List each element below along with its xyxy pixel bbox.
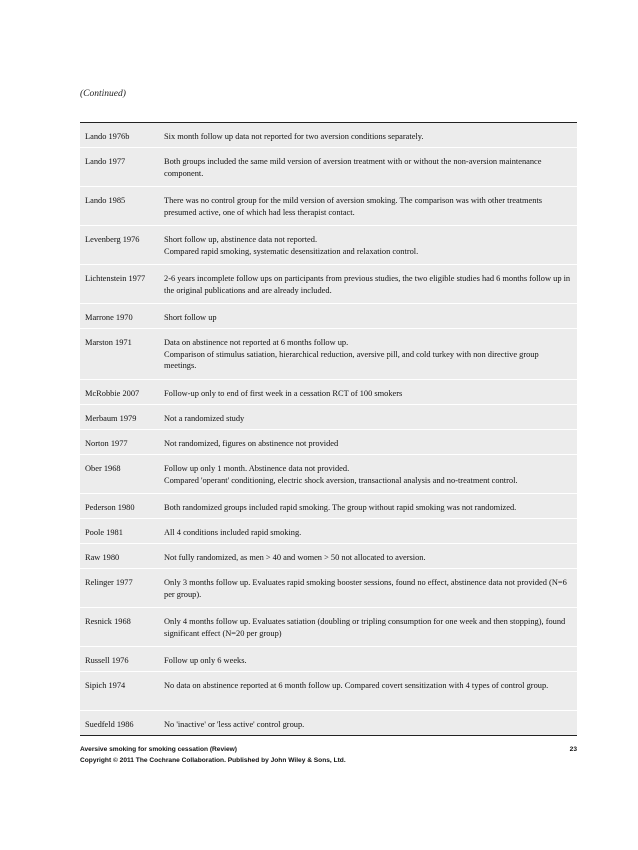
table-row [80,405,577,430]
study-id-cell: Lando 1977 [85,157,126,166]
exclusion-reason-cell [164,187,577,218]
table-row [80,329,577,380]
reason-line: Comparison of stimulus satiation, hierarchical reduction, aversive pill, and cold turkey with non directive group meetings. [164,349,539,370]
reason-line: Only 3 months follow up. Evaluates rapid smoking booster sessions, found no effect, abstinence data not provided (N=6 per group). [164,578,567,599]
page-number: 23 [569,746,577,753]
reason-line: Six month follow up data not reported for two aversion conditions separately. [164,132,424,141]
study-id-cell: Levenberg 1976 [85,235,140,244]
exclusion-reason-cell [164,430,577,450]
table-row [80,123,577,148]
reason-line: 2-6 years incomplete follow ups on participants from previous studies, the two eligible studies had 6 months follow up in the original publications and are already included. [164,274,571,295]
reason-line: Only 4 months follow up. Evaluates satiation (doubling or tripling consumption for one week and then stopping), found significant effect (N=20 per group) [164,617,566,638]
table-row [80,711,577,736]
exclusion-reason-cell [164,569,577,600]
table-row [80,569,577,608]
exclusion-reason-cell [164,494,577,514]
study-id-cell: Merbaum 1979 [85,414,137,423]
exclusion-reason-cell [164,608,577,639]
study-id-cell: McRobbie 2007 [85,389,140,398]
table-row [80,455,577,494]
table-row [80,226,577,265]
exclusion-reason-cell [164,405,577,425]
table-row [80,187,577,226]
reason-line: Both randomized groups included rapid smoking. The group without rapid smoking was not randomized. [164,503,517,512]
study-id-cell: Marston 1971 [85,338,132,347]
table-row [80,494,577,519]
study-id-cell: Russell 1976 [85,656,129,665]
reason-line: Follow up only 6 weeks. [164,656,247,665]
exclusion-reason-cell [164,226,577,257]
exclusion-reason-cell [164,711,577,731]
reason-line: Short follow up, abstinence data not reported. [164,235,318,244]
reason-line: No data on abstinence reported at 6 month follow up. Compared covert sensitization with 4 types of control group. [164,681,549,690]
table-row [80,608,577,647]
study-id-cell: Lando 1985 [85,196,126,205]
excluded-studies-table [80,122,577,736]
exclusion-reason-cell [164,672,577,692]
reason-line: Compared rapid smoking, systematic desensitization and relaxation control. [164,246,419,256]
study-id-cell: Marrone 1970 [85,313,133,322]
study-id-cell: Raw 1980 [85,553,120,562]
reason-line: Follow-up only to end of first week in a cessation RCT of 100 smokers [164,389,403,398]
exclusion-reason-cell [164,148,577,179]
exclusion-reason-cell [164,519,577,539]
reason-line: Compared 'operant' conditioning, electric shock aversion, transactional analysis and no-treatment control. [164,475,518,485]
study-id-cell: Suedfeld 1986 [85,720,134,729]
study-id-cell: Lando 1976b [85,132,130,141]
exclusion-reason-cell [164,329,577,372]
reason-line: Both groups included the same mild version of aversion treatment with or without the non-aversion maintenance component. [164,157,542,178]
table-row [80,672,577,711]
exclusion-reason-cell [164,455,577,486]
reason-line: Not fully randomized, as men > 40 and women > 50 not allocated to aversion. [164,553,426,562]
study-id-cell: Resnick 1968 [85,617,131,626]
study-id-cell: Pederson 1980 [85,503,135,512]
reason-line: Follow up only 1 month. Abstinence data not provided. [164,464,350,473]
reason-line: Not randomized, figures on abstinence not provided [164,439,339,448]
reason-line: Short follow up [164,313,217,322]
exclusion-reason-cell [164,544,577,564]
reason-line: No 'inactive' or 'less active' control group. [164,720,305,729]
table-row [80,519,577,544]
reason-line: All 4 conditions included rapid smoking. [164,528,302,537]
study-id-cell: Lichtenstein 1977 [85,274,146,283]
study-id-cell: Norton 1977 [85,439,128,448]
table-row [80,544,577,569]
exclusion-reason-cell [164,647,577,667]
exclusion-reason-cell [164,380,577,400]
exclusion-reason-cell [164,123,577,143]
table-row [80,265,577,304]
table-row [80,304,577,329]
reason-line: Data on abstinence not reported at 6 months follow up. [164,338,349,347]
study-id-cell: Poole 1981 [85,528,123,537]
continued-label: (Continued) [80,89,126,99]
page-footer [80,746,577,764]
review-title: Aversive smoking for smoking cessation (Review) [80,746,237,753]
exclusion-reason-cell [164,304,577,324]
table-row [80,430,577,455]
reason-line: There was no control group for the mild version of aversion smoking. The comparison was with other treatments presumed active, one of which had less therapist contact. [164,196,543,217]
exclusion-reason-cell [164,265,577,296]
table-row [80,647,577,672]
study-id-cell: Sipich 1974 [85,681,126,690]
table-row [80,380,577,405]
study-id-cell: Ober 1968 [85,464,121,473]
reason-line: Not a randomized study [164,414,245,423]
copyright-line: Copyright © 2011 The Cochrane Collaboration. Published by John Wiley & Sons, Ltd. [80,757,346,764]
table-row [80,148,577,187]
study-id-cell: Relinger 1977 [85,578,133,587]
